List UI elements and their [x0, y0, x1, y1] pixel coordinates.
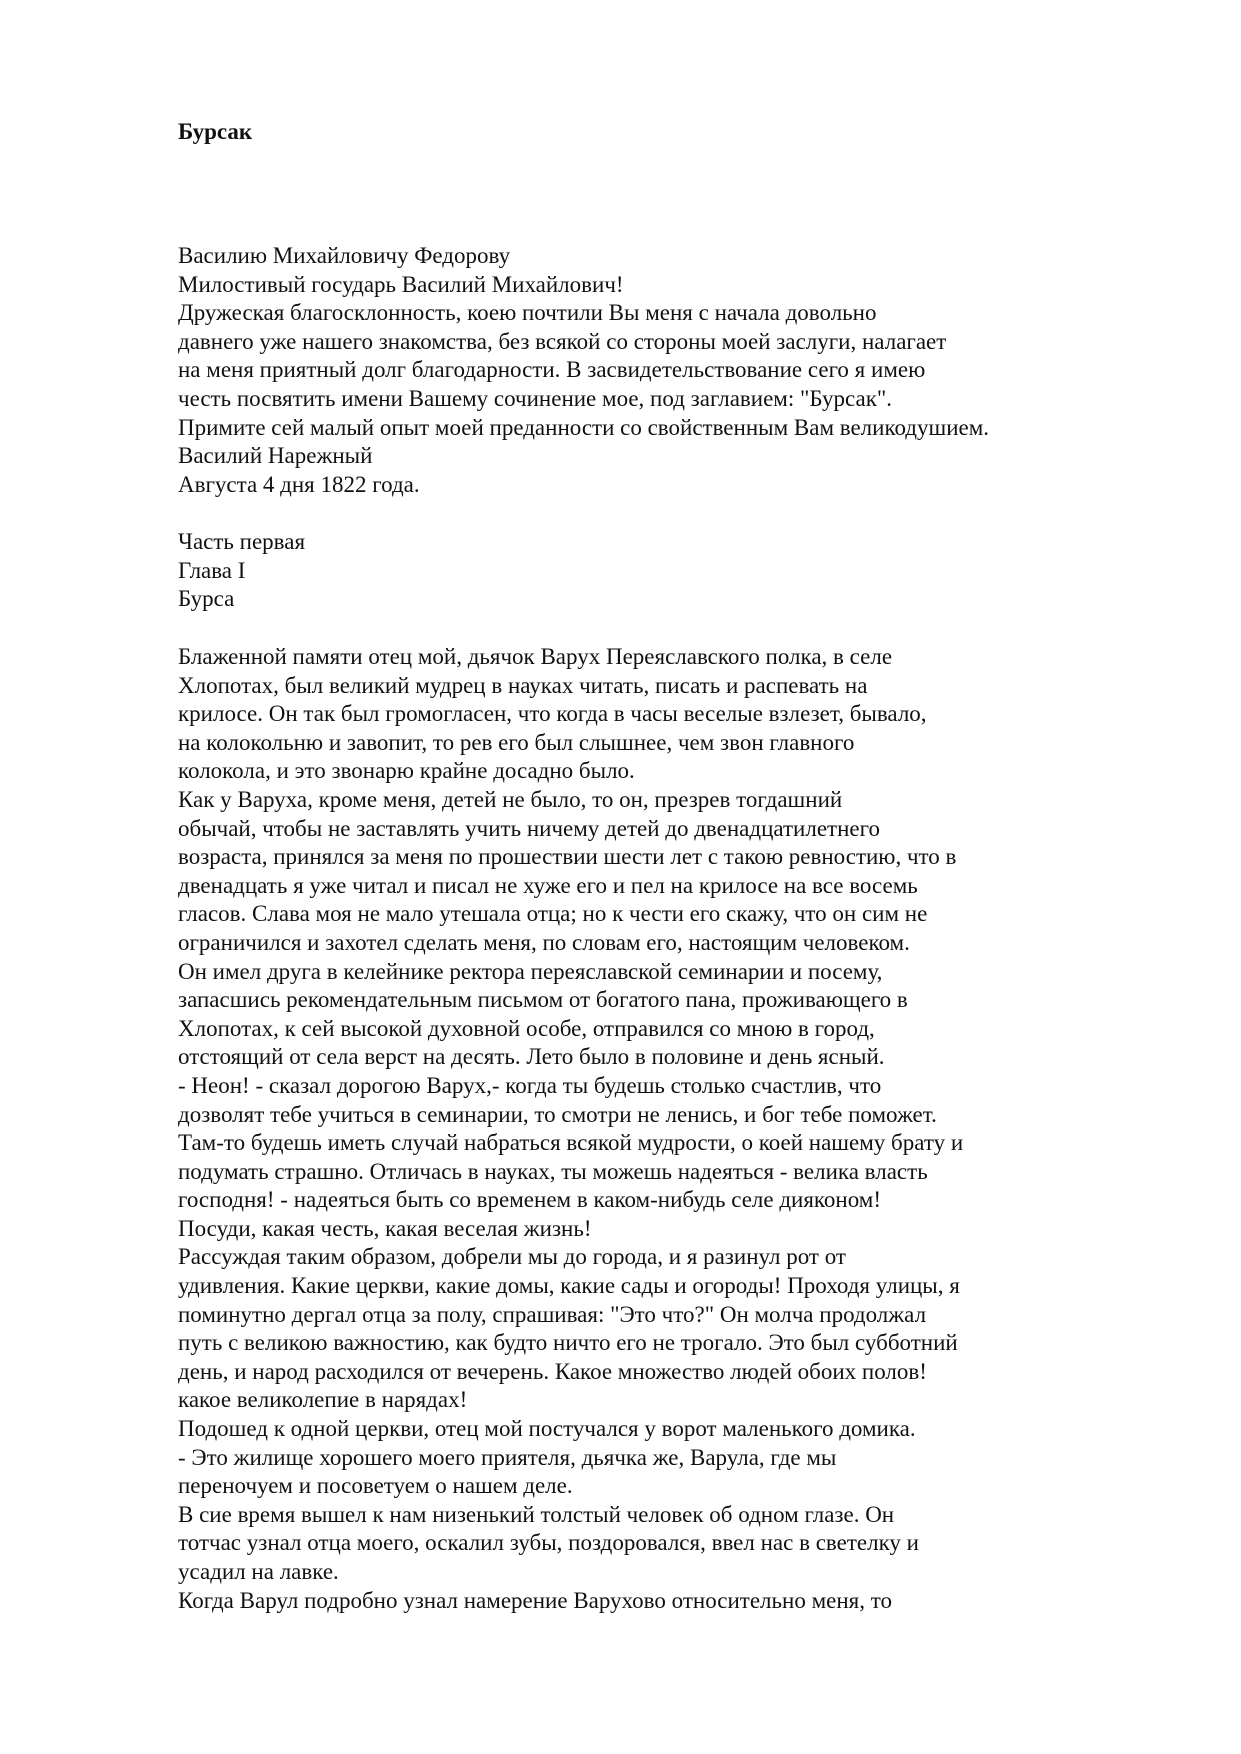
body-line: день, и народ расходился от вечерень. Какое множество людей обоих полов! [178, 1358, 927, 1384]
body-line: гласов. Слава моя не мало утешала отца; но к чести его скажу, что он сим не [178, 901, 928, 927]
body-line: тотчас узнал отца моего, оскалил зубы, поздоровался, ввел нас в светелку и [178, 1530, 919, 1556]
body-line: Когда Варул подробно узнал намерение Варухово относительно меня, то [178, 1587, 892, 1613]
dedication-line: Августа 4 дня 1822 года. [178, 471, 420, 497]
body-line: обычай, чтобы не заставлять учить ничему детей до двенадцатилетнего [178, 815, 880, 841]
body-line: поминутно дергал отца за полу, спрашивая: "Это что?" Он молча продолжал [178, 1301, 927, 1327]
body-line: возраста, принялся за меня по прошествии шести лет с такою ревностию, что в [178, 844, 957, 870]
body-line: - Неон! - сказал дорогою Варух,- когда ты будешь столько счастлив, что [178, 1072, 882, 1098]
body-line: какое великолепие в нарядах! [178, 1387, 468, 1413]
body-line: Там-то будешь иметь случай набраться всякой мудрости, о коей нашему брату и [178, 1130, 964, 1156]
part-heading: Часть первая [178, 529, 306, 554]
chapter-body [178, 643, 1188, 1615]
dedication-line: Василий Нарежный [178, 443, 373, 469]
chapter-heading: Глава I [178, 557, 246, 583]
body-line: отстоящий от села верст на десять. Лето было в половине и день ясный. [178, 1044, 885, 1070]
body-line: ограничился и захотел сделать меня, по словам его, настоящим человеком. [178, 929, 910, 955]
body-line: на колокольню и завопит, то рев его был слышнее, чем звон главного [178, 729, 855, 755]
body-line: Хлопотах, к сей высокой духовной особе, отправился со мною в город, [178, 1015, 875, 1041]
dedication-line: Василию Михайловичу Федорову [178, 243, 511, 268]
body-line: подумать страшно. Отличась в науках, ты можешь надеяться - велика власть [178, 1158, 928, 1184]
body-line: двенадцать я уже читал и писал не хуже его и пел на крилосе на все восемь [178, 872, 918, 898]
body-line: удивления. Какие церкви, какие домы, какие сады и огороды! Проходя улицы, я [178, 1273, 960, 1299]
dedication-block [178, 242, 1188, 499]
body-line: переночуем и посоветуем о нашем деле. [178, 1473, 573, 1499]
body-line: Подошед к одной церкви, отец мой постучался у ворот маленького домика. [178, 1416, 916, 1442]
body-line: - Это жилище хорошего моего приятеля, дьячка же, Варула, где мы [178, 1444, 837, 1470]
body-line: Он имел друга в келейнике ректора переяславской семинарии и посему, [178, 958, 883, 984]
body-line: запасшись рекомендательным письмом от богатого пана, проживающего в [178, 987, 908, 1013]
dedication-line: на меня приятный долг благодарности. В засвидетельствование сего я имею [178, 357, 926, 383]
body-line: Блаженной памяти отец мой, дьячок Варух Переяславского полка, в селе [178, 644, 893, 669]
body-line: Как у Варуха, кроме меня, детей не было, то он, презрев тогдашний [178, 786, 843, 812]
body-line: Рассуждая таким образом, добрели мы до города, и я разинул рот от [178, 1244, 846, 1270]
chapter-headings [178, 528, 1188, 614]
dedication-line: давнего уже нашего знакомства, без всякой со стороны моей заслуги, налагает [178, 328, 947, 354]
dedication-line: Милостивый государь Василий Михайлович! [178, 271, 624, 297]
body-line: Посуди, какая честь, какая веселая жизнь! [178, 1215, 592, 1241]
chapter-title: Бурса [178, 586, 235, 612]
body-line: колокола, и это звонарю крайне досадно было. [178, 758, 635, 784]
body-line: дозволят тебе учиться в семинарии, то смотри не ленись, и бог тебе поможет. [178, 1101, 937, 1127]
body-line: господня! - надеяться быть со временем в каком-нибудь селе дияконом! [178, 1187, 882, 1213]
body-line: Хлопотах, был великий мудрец в науках читать, писать и распевать на [178, 672, 868, 698]
dedication-line: Дружеская благосклонность, коею почтили Вы меня с начала довольно [178, 300, 877, 326]
dedication-line: честь посвятить имени Вашему сочинение мое, под заглавием: "Бурсак". [178, 385, 893, 411]
body-line: В сие время вышел к нам низенький толстый человек об одном глазе. Он [178, 1501, 895, 1527]
body-line: усадил на лавке. [178, 1559, 339, 1584]
document-title: Бурсак [178, 119, 253, 144]
dedication-line: Примите сей малый опыт моей преданности со свойственным Вам великодушием. [178, 414, 990, 440]
body-line: путь с великою важностию, как будто ничто его не трогало. Это был субботний [178, 1330, 958, 1356]
body-line: крилосе. Он так был громогласен, что когда в часы веселые взлезет, бывало, [178, 701, 927, 727]
